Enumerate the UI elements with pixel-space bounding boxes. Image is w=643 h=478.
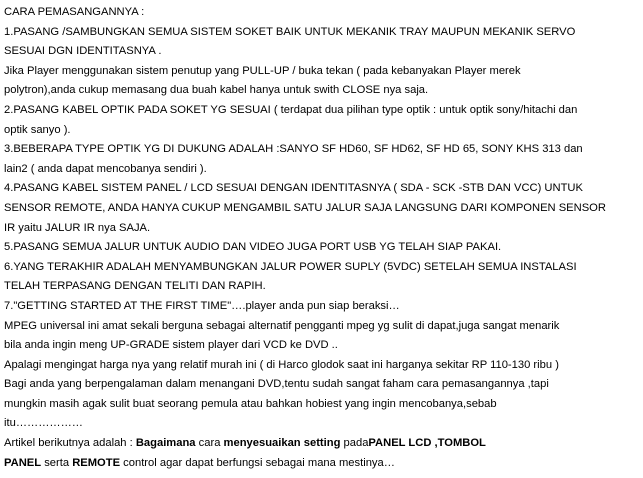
text-line: SESUAI DGN IDENTITASNYA .	[4, 45, 162, 58]
text-line: 4.PASANG KABEL SISTEM PANEL / LCD SESUAI DENGAN IDENTITASNYA ( SDA - SCK -STB DAN VCC) UNTUK	[4, 182, 583, 195]
closing-line-2	[4, 454, 640, 474]
text-line: Bagi anda yang berpengalaman dalam menangani DVD,tentu sudah sangat faham cara pemasangannya ,tapi	[4, 378, 549, 391]
closing-segment: serta	[41, 456, 73, 469]
closing-segment-bold: Bagaimana	[135, 437, 196, 450]
text-line: optik sanyo ).	[4, 123, 71, 136]
text-line: 6.YANG TERAKHIR ADALAH MENYAMBUNGKAN JALUR POWER SUPLY (5VDC) SETELAH SEMUA INSTALASI	[4, 260, 577, 273]
closing-segment: cara	[195, 437, 224, 450]
text-line: SENSOR REMOTE, ANDA HANYA CUKUP MENGAMBIL SATU JALUR SAJA LANGSUNG DARI KOMPONEN SENSOR	[4, 201, 606, 214]
closing-segment-bold: PANEL LCD ,TOMBOL	[368, 437, 486, 450]
closing-segment: pada	[340, 437, 369, 450]
text-line: polytron),anda cukup memasang dua buah kabel hanya untuk swith CLOSE nya saja.	[4, 84, 429, 97]
closing-segment: control agar dapat berfungsi sebagai mana mestinya…	[120, 456, 395, 469]
text-line: 3.BEBERAPA TYPE OPTIK YG DI DUKUNG ADALAH :SANYO SF HD60, SF HD62, SF HD 65, SONY KHS 313 dan	[4, 143, 583, 156]
text-line: 5.PASANG SEMUA JALUR UNTUK AUDIO DAN VIDEO JUGA PORT USB YG TELAH SIAP PAKAI.	[4, 241, 502, 254]
text-line: Jika Player menggunakan sistem penutup yang PULL-UP / buka tekan ( pada kebanyakan Player merek	[4, 64, 521, 77]
text-line: TELAH TERPASANG DENGAN TELITI DAN RAPIH.	[4, 280, 266, 293]
text-line: lain2 ( anda dapat mencobanya sendiri ).	[4, 162, 207, 175]
text-line: mungkin masih agak sulit buat seorang pemula atau bahkan hobiest yang ingin mencobanya,sebab	[4, 397, 497, 410]
closing-segment: Artikel berikutnya adalah :	[4, 437, 136, 450]
closing-line-1	[4, 434, 640, 454]
text-line: 2.PASANG KABEL OPTIK PADA SOKET YG SESUAI ( terdapat dua pilihan type optik : untuk optik sony/hitachi dan	[4, 103, 578, 116]
text-line: MPEG universal ini amat sekali berguna sebagai alternatif pengganti mpeg yg sulit di dapat,juga sangat menarik	[4, 319, 560, 332]
text-line: Apalagi mengingat harga nya yang relatif murah ini ( di Harco glodok saat ini harganya sekitar RP 110-130 ribu )	[4, 358, 559, 371]
article-body	[4, 3, 640, 473]
text-line: bila anda ingin meng UP-GRADE sistem player dari VCD ke DVD ..	[4, 339, 338, 352]
closing-segment-bold: REMOTE	[72, 456, 121, 469]
text-line: 7."GETTING STARTED AT THE FIRST TIME"….player anda pun siap beraksi…	[4, 299, 400, 312]
text-line: itu………………	[4, 417, 83, 430]
text-line: 1.PASANG /SAMBUNGKAN SEMUA SISTEM SOKET BAIK UNTUK MEKANIK TRAY MAUPUN MEKANIK SERVO	[4, 25, 576, 38]
closing-segment-bold: menyesuaikan setting	[223, 437, 341, 450]
article-heading: CARA PEMASANGANNYA :	[4, 6, 145, 18]
text-line: IR yaitu JALUR IR nya SAJA.	[4, 221, 151, 234]
closing-segment-bold: PANEL	[4, 456, 42, 469]
